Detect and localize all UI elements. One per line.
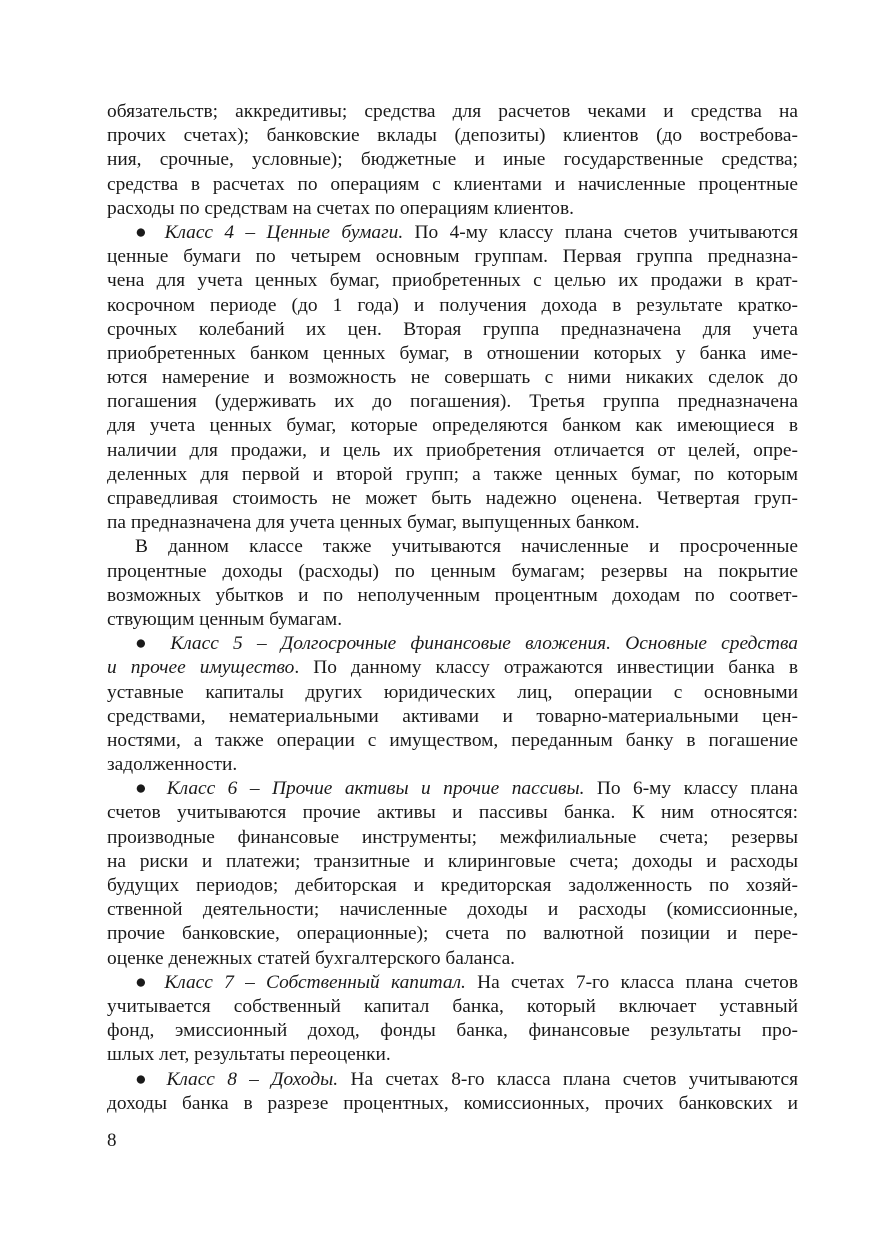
text-line: па предназначена для учета ценных бумаг, выпущенных банком.: [107, 512, 640, 534]
text-line: ● Класс 6 – Прочие активы и прочие пассивы. По 6-му классу плана: [135, 778, 798, 800]
text-line: прочих счетах); банковские вклады (депозиты) клиентов (до востребова-: [107, 125, 798, 147]
class-heading: Класс 4 – Ценные бумаги.: [164, 221, 404, 243]
text-line: доходы банка в разрезе процентных, комиссионных, прочих банковских и: [107, 1092, 798, 1114]
text-line: наличии для продажи, и цель их приобретения отличается от целей, опре-: [107, 439, 798, 461]
text-line: средства в расчетах по операциям с клиентами и начисленные процентные: [107, 173, 798, 195]
text-line: производные финансовые инструменты; межфилиальные счета; резервы: [107, 826, 798, 848]
text-line: счетов учитываются прочие активы и пассивы банка. К ним относятся:: [107, 802, 798, 824]
class-heading-cont: и прочее имущество: [107, 657, 295, 679]
text-line: справедливая стоимость не может быть надежно оценена. Четвертая груп-: [107, 488, 798, 509]
class-heading: Класс 5 – Долгосрочные финансовые вложения. Основные средства: [170, 633, 798, 655]
class-heading: Класс 8 – Доходы.: [166, 1068, 339, 1090]
text-line: ● Класс 7 – Собственный капитал. На счетах 7-го класса плана счетов: [135, 971, 798, 993]
text-line: прочие банковские, операционные); счета по валютной позиции и пере-: [107, 923, 798, 945]
text-line: на риски и платежи; транзитные и клиринговые счета; доходы и расходы: [107, 850, 798, 872]
text-line: ются намерение и возможность не совершать с ними никаких сделок до: [107, 367, 798, 389]
text-line: В данном классе также учитываются начисленные и просроченные: [135, 536, 798, 558]
text-line: будущих периодов; дебиторская и кредиторская задолженность по хозяй-: [107, 875, 798, 896]
text-line: средствами, нематериальными активами и товарно-материальными цен-: [107, 705, 798, 727]
text-line: ● Класс 8 – Доходы. На счетах 8-го класса плана счетов учитываются: [135, 1068, 798, 1090]
text-line: ценные бумаги по четырем основным группам. Первая группа предназна-: [107, 246, 798, 268]
text-line: учитывается собственный капитал банка, который включает уставный: [107, 995, 798, 1017]
class-heading: Класс 6 – Прочие активы и прочие пассивы.: [166, 778, 585, 800]
text-line: косрочном периоде (до 1 года) и получения дохода в результате кратко-: [107, 294, 798, 316]
text-line: фонд, эмиссионный доход, фонды банка, финансовые результаты про-: [107, 1020, 798, 1042]
class-heading: Класс 7 – Собственный капитал.: [164, 971, 466, 993]
text-line: шлых лет, результаты переоценки.: [107, 1044, 391, 1066]
text-line: [107, 632, 798, 656]
text-line: возможных убытков и по неполученным процентным доходам по соответ-: [107, 584, 798, 606]
text-line: задолженности.: [107, 754, 238, 776]
text-line: погашения (удерживать их до погашения). Третья группа предназначена: [107, 391, 798, 413]
text-line: процентные доходы (расходы) по ценным бумагам; резервы на покрытие: [107, 560, 798, 582]
bullet-icon: ●: [135, 778, 155, 800]
text-line: для учета ценных бумаг, которые определяются банком как имеющиеся в: [107, 415, 798, 437]
bullet-icon: ●: [135, 971, 154, 993]
bullet-icon: ●: [135, 633, 157, 655]
text-line: ственной деятельности; начисленные доходы и расходы (комиссионные,: [107, 899, 798, 921]
page-number: 8: [107, 1130, 117, 1151]
text-line: деленных для первой и второй групп; а также ценных бумаг, по которым: [107, 463, 798, 485]
bullet-icon: ●: [135, 221, 154, 243]
text-line: уставные капиталы других юридических лиц, операции с основными: [107, 681, 798, 703]
text-line: ния, срочные, условные); бюджетные и иные государственные средства;: [107, 149, 798, 171]
text-line: расходы по средствам на счетах по операциям клиентов.: [107, 197, 574, 219]
text-line: обязательств; аккредитивы; средства для расчетов чеками и средства на: [107, 101, 798, 122]
body-text: [107, 100, 798, 1116]
text-line: ● Класс 4 – Ценные бумаги. По 4-му классу плана счетов учитываются: [135, 221, 798, 243]
text-line: оценке денежных статей бухгалтерского баланса.: [107, 947, 516, 969]
text-line: ствующим ценным бумагам.: [107, 608, 343, 630]
text-line: и прочее имущество. По данному классу отражаются инвестиции банка в: [107, 657, 798, 679]
text-line: срочных колебаний их цен. Вторая группа предназначена для учета: [107, 318, 798, 340]
bullet-icon: ●: [135, 1068, 155, 1090]
text-line: приобретенных банком ценных бумаг, в отношении которых у банка име-: [107, 342, 798, 364]
text-line: чена для учета ценных бумаг, приобретенных с целью их продажи в крат-: [107, 270, 798, 292]
text-line: ностями, а также операции с имуществом, переданным банку в погашение: [107, 729, 798, 751]
